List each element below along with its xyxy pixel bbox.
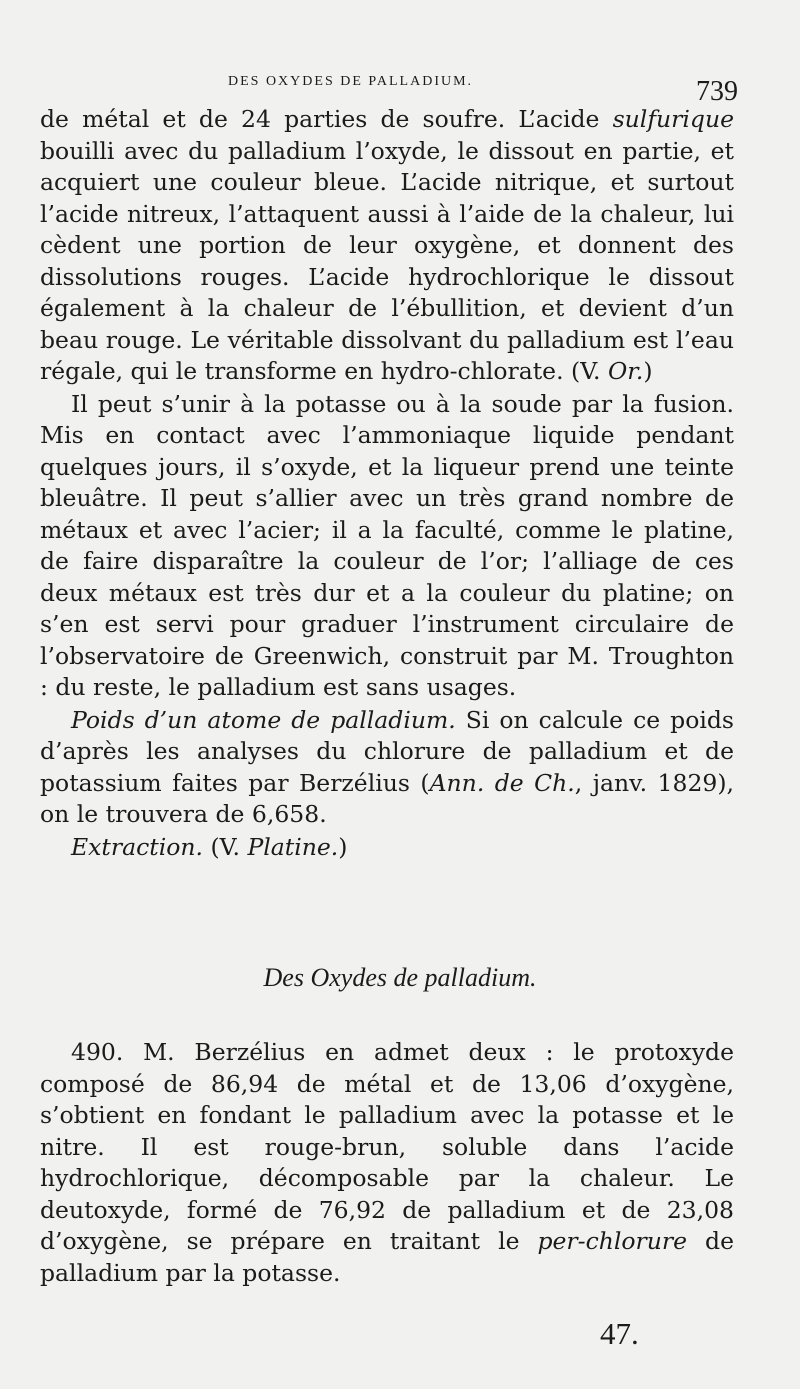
paragraph-4 — [40, 832, 734, 864]
section-paragraph-1-text-1: 490. M. Berzélius en admet deux : le protoxyde composé de 86,94 de métal et de 13,06 d’oxygène, s’obtient en fondant le palladium avec la potasse et le nitre. Il est rouge-brun, soluble dans l’acide hydrochlorique, décomposable par la chaleur. Le deutoxyde, formé de 76,92 de palladium et de 23,08 d’oxygène, se prépare en traitant le — [40, 1038, 734, 1255]
paragraph-1-end: ) — [643, 357, 653, 385]
paragraph-3-heading: Poids d’un atome de palladium. — [71, 705, 456, 734]
paragraph-1-sulfurique: sulfurique — [612, 105, 734, 133]
paragraph-2: Il peut s’unir à la potasse ou à la soude par la fusion. Mis en contact avec l’ammoniaque liquide pendant quelques jours, il s’oxyde, et la liqueur prend une teinte bleuâtre. Il peut s’allier avec un très grand nombre de métaux et avec l’acier; il a la faculté, comme le platine, de faire disparaître la couleur de l’or; l’alliage de ces deux métaux est très dur et a la couleur du platine; on s’en est servi pour graduer l’instrument circulaire de l’observatoire de Greenwich, construit par M. Troughton : du reste, le palladium est sans usages. — [40, 389, 734, 701]
running-head: DES OXYDES DE PALLADIUM. — [228, 74, 474, 89]
section-title: Des Oxydes de palladium. — [263, 963, 537, 992]
paragraph-1-start: de métal et de 24 parties de soufre. L’acide — [40, 105, 613, 133]
paragraph-4-platine: Platine. — [247, 832, 339, 861]
paragraph-1-or: Or. — [608, 357, 644, 385]
section-paragraph-1 — [40, 1037, 734, 1289]
page-number: 739 — [696, 76, 738, 107]
paragraph-1-rest: bouilli avec du palladium l’oxyde, le dissout en partie, et acquiert une couleur bleue. L’acide nitrique, et surtout l’acide nitreux, l’attaquent aussi à l’aide de la chaleur, lui cèdent une portion de leur oxygène, et donnent des dissolutions rouges. L’acide hydrochlorique le dissout également à la chaleur de l’ébullition, et devient d’un beau rouge. Le véritable dissolvant du palladium est l’eau régale, qui le transforme en hydro-chlorate. (V. — [40, 136, 734, 385]
paragraph-1 — [40, 104, 734, 388]
paragraph-4-heading: Extraction. — [71, 832, 203, 861]
body-text — [40, 104, 734, 863]
paragraph-4-text-1: (V. — [202, 832, 248, 861]
section-body — [40, 1037, 734, 1289]
paragraph-3-text-2: , janv. 1829), on le trouvera de 6,658. — [40, 768, 734, 828]
paragraph-4-text-2: ) — [338, 832, 348, 861]
signature-mark: 47. — [600, 1316, 639, 1351]
section-paragraph-1-text-2: de palladium par la potasse. — [40, 1227, 734, 1287]
paragraph-3-citation: Ann. de Ch. — [429, 768, 575, 797]
section-paragraph-1-perchlorure: per-chlorure — [537, 1227, 688, 1255]
paragraph-3 — [40, 705, 734, 831]
paragraph-3-text-1: Si on calcule ce poids d’après les analyses du chlorure de palladium et de potassium faites par Berzélius ( — [40, 705, 734, 797]
